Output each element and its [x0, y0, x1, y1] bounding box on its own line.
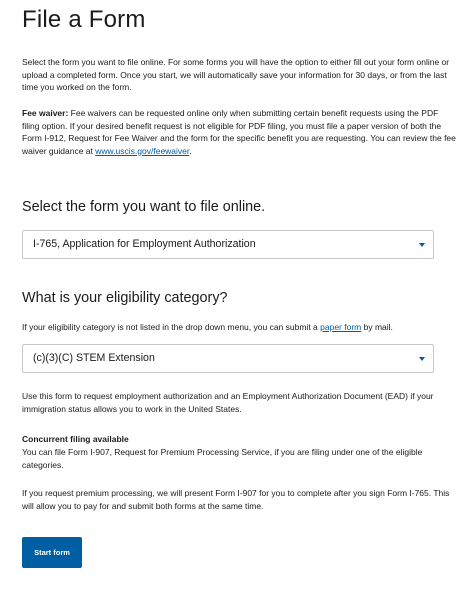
fee-waiver-end: . — [189, 145, 192, 156]
fee-waiver-link[interactable]: www.uscis.gov/feewaiver — [95, 145, 190, 156]
eligibility-value: (c)(3)(C) STEM Extension — [33, 352, 155, 364]
eligibility-dropdown[interactable] — [22, 344, 434, 373]
eligibility-note-end: by mail. — [361, 322, 393, 332]
page-title: File a Form — [22, 6, 146, 33]
eligibility-note — [22, 321, 456, 334]
fee-waiver-paragraph — [22, 107, 456, 157]
start-form-button[interactable]: Start form — [22, 537, 82, 568]
paper-form-link[interactable]: paper form — [320, 322, 362, 332]
concurrent-heading: Concurrent filing available — [22, 434, 129, 444]
form-description: Use this form to request employment authorization and an Employment Authorization Document (EAD) if your immigration status allows you to work in the United States. — [22, 391, 434, 414]
form-select-heading: Select the form you want to file online. — [22, 199, 266, 215]
concurrent-text: You can file Form I-907, Request for Premium Processing Service, if you are filing under one of the eligible categories. — [22, 447, 423, 470]
chevron-down-icon — [419, 243, 425, 247]
fee-waiver-label: Fee waiver: — [22, 108, 69, 118]
chevron-down-icon — [419, 357, 425, 361]
eligibility-note-text: If your eligibility category is not listed in the drop down menu, you can submit a — [22, 322, 321, 332]
form-select-dropdown[interactable] — [22, 230, 434, 259]
intro-text: Select the form you want to file online. For some forms you will have the option to either fill out your form online or upload a completed form. Once you start, we will automatically save your information for 30 days, or from the last time you worked on the form. — [22, 57, 450, 93]
premium-note: If you request premium processing, we will present Form I-907 for you to complete after you sign Form I-765. This will allow you to pay for and submit both forms at the same time. — [22, 488, 450, 511]
form-select-value: I-765, Application for Employment Authorization — [33, 238, 256, 250]
eligibility-heading: What is your eligibility category? — [22, 290, 228, 306]
fee-waiver-text: Fee waivers can be requested online only when submitting certain benefit requests using the PDF filing option. If your desired benefit request is not eligible for PDF filing, you must file a paper version of both the Form I-912, Request for Fee Waiver and the form for the specific benefit you are requesting. You can review the fee waiver guidance at — [22, 108, 456, 156]
